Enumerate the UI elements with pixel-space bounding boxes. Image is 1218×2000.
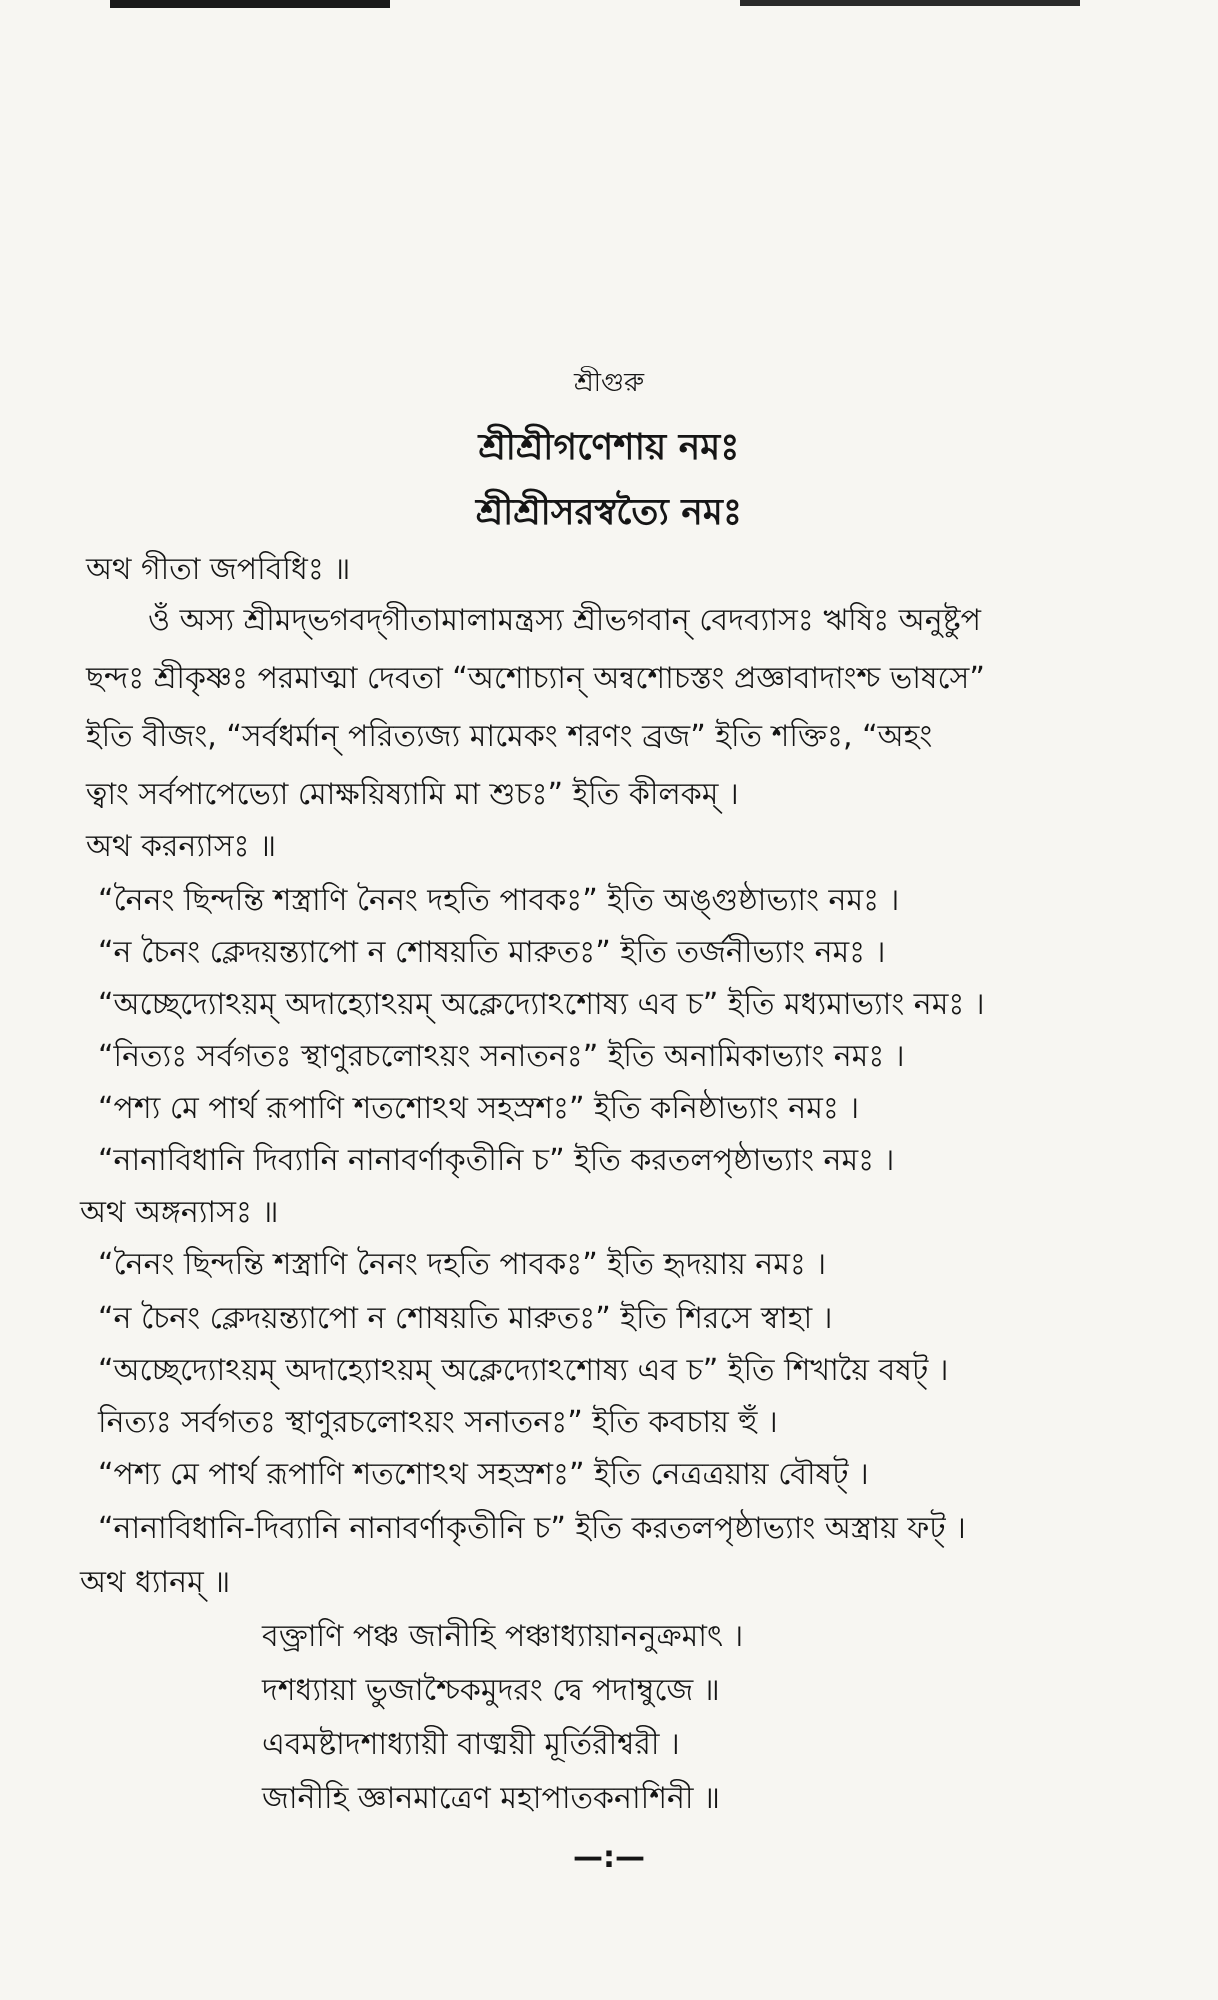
dhyanam-verse: দশধ্যায়া ভুজাশ্চৈকমুদরং দ্বে পদাম্বুজে ॥: [262, 1673, 720, 1708]
karanyasa-line: “নৈনং ছিন্দন্তি শস্ত্রাণি নৈনং দহতি পাবকঃ” ইতি অঙ্গুষ্ঠাভ্যাং নমঃ ।: [98, 883, 900, 918]
section-heading-karanyasa: অথ করন্যাসঃ ॥: [86, 829, 277, 864]
dhyanam-verse: বক্ত্রাণি পঞ্চ জানীহি পঞ্চাধ্যায়াননুক্রমাৎ ।: [262, 1619, 744, 1654]
japa-line: ইতি বীজং, “সর্বধর্মান্ পরিত্যজ্য মামেকং শরণং ব্রজ” ইতি শক্তিঃ, “অহং: [86, 719, 933, 754]
anganyasa-line: “নানাবিধানি-দিব্যানি নানাবর্ণাকৃতীনি চ” ইতি করতলপৃষ্ঠাভ্যাং অস্ত্রায় ফট্ ।: [98, 1511, 966, 1546]
japa-line: ছন্দঃ শ্রীকৃষ্ণঃ পরমাত্মা দেবতা “অশোচ্যান্ অন্বশোচস্তং প্রজ্ঞাবাদাংশ্চ ভাষসে”: [86, 661, 985, 696]
section-heading-japa: অথ গীতা জপবিধিঃ ॥: [86, 552, 351, 587]
section-heading-anganyasa: অথ অঙ্গন্যাসঃ ॥: [80, 1195, 279, 1230]
anganyasa-line: “পশ্য মে পার্থ রূপাণি শতশোঽথ সহস্রশঃ” ইতি নেত্রত্রয়ায় বৌষট্ ।: [98, 1457, 869, 1492]
scan-edge-mark: [740, 0, 1080, 6]
anganyasa-line: “ন চৈনং ক্লেদয়ন্ত্যাপো ন শোষয়তি মারুতঃ” ইতি শিরসে স্বাহা ।: [98, 1301, 833, 1336]
anganyasa-line: “নৈনং ছিন্দন্তি শস্ত্রাণি নৈনং দহতি পাবকঃ” ইতি হৃদয়ায় নমঃ ।: [98, 1247, 827, 1282]
invocation-guru: শ্রীগুরু: [573, 368, 645, 398]
karanyasa-line: “ন চৈনং ক্লেদয়ন্ত্যাপো ন শোষয়তি মারুতঃ” ইতি তর্জনীভ্যাং নমঃ ।: [98, 935, 886, 970]
anganyasa-line: নিত্যঃ সর্বগতঃ স্থাণুরচলোঽয়ং সনাতনঃ” ইতি কবচায় হুঁ ।: [98, 1405, 778, 1440]
scan-edge-mark: [110, 0, 390, 8]
invocation-ganesha: শ্রীশ্রীগণেশায় নমঃ: [478, 427, 740, 468]
karanyasa-line: “পশ্য মে পার্থ রূপাণি শতশোঽথ সহস্রশঃ” ইতি কনিষ্ঠাভ্যাং নমঃ ।: [98, 1091, 860, 1126]
section-heading-dhyanam: অথ ধ্যানম্ ॥: [80, 1565, 231, 1600]
karanyasa-line: “নিত্যঃ সর্বগতঃ স্থাণুরচলোঽয়ং সনাতনঃ” ইতি অনামিকাভ্যাং নমঃ ।: [98, 1039, 905, 1074]
dhyanam-verse: জানীহি জ্ঞানমাত্রেণ মহাপাতকনাশিনী ॥: [262, 1781, 720, 1816]
karanyasa-line: “নানাবিধানি দিব্যানি নানাবর্ণাকৃতীনি চ” ইতি করতলপৃষ্ঠাভ্যাং নমঃ ।: [98, 1143, 895, 1178]
end-mark: —:—: [573, 1840, 645, 1875]
karanyasa-line: “অচ্ছেদ্যোঽয়ম্ অদাহ্যোঽয়ম্ অক্লেদ্যোঽশোষ্য এব চ” ইতি মধ্যমাভ্যাং নমঃ ।: [98, 987, 985, 1022]
dhyanam-verse: এবমষ্টাদশাধ্যায়ী বাঙ্ময়ী মূর্তিরীশ্বরী ।: [262, 1727, 680, 1762]
japa-line: ওঁ অস্য শ্রীমদ্‌ভগবদ্‌গীতামালামন্ত্রস্য শ্রীভগবান্ বেদব্যাসঃ ঋষিঃ অনুষ্টুপ: [148, 603, 982, 638]
japa-line: ত্বাং সর্বপাপেভ্যো মোক্ষয়িষ্যামি মা শুচঃ” ইতি কীলকম্ ।: [86, 777, 739, 812]
invocation-saraswati: শ্রীশ্রীসরস্বত্যৈ নমঃ: [475, 492, 743, 533]
anganyasa-line: “অচ্ছেদ্যোঽয়ম্ অদাহ্যোঽয়ম্ অক্লেদ্যোঽশোষ্য এব চ” ইতি শিখায়ৈ বষট্ ।: [98, 1353, 949, 1388]
